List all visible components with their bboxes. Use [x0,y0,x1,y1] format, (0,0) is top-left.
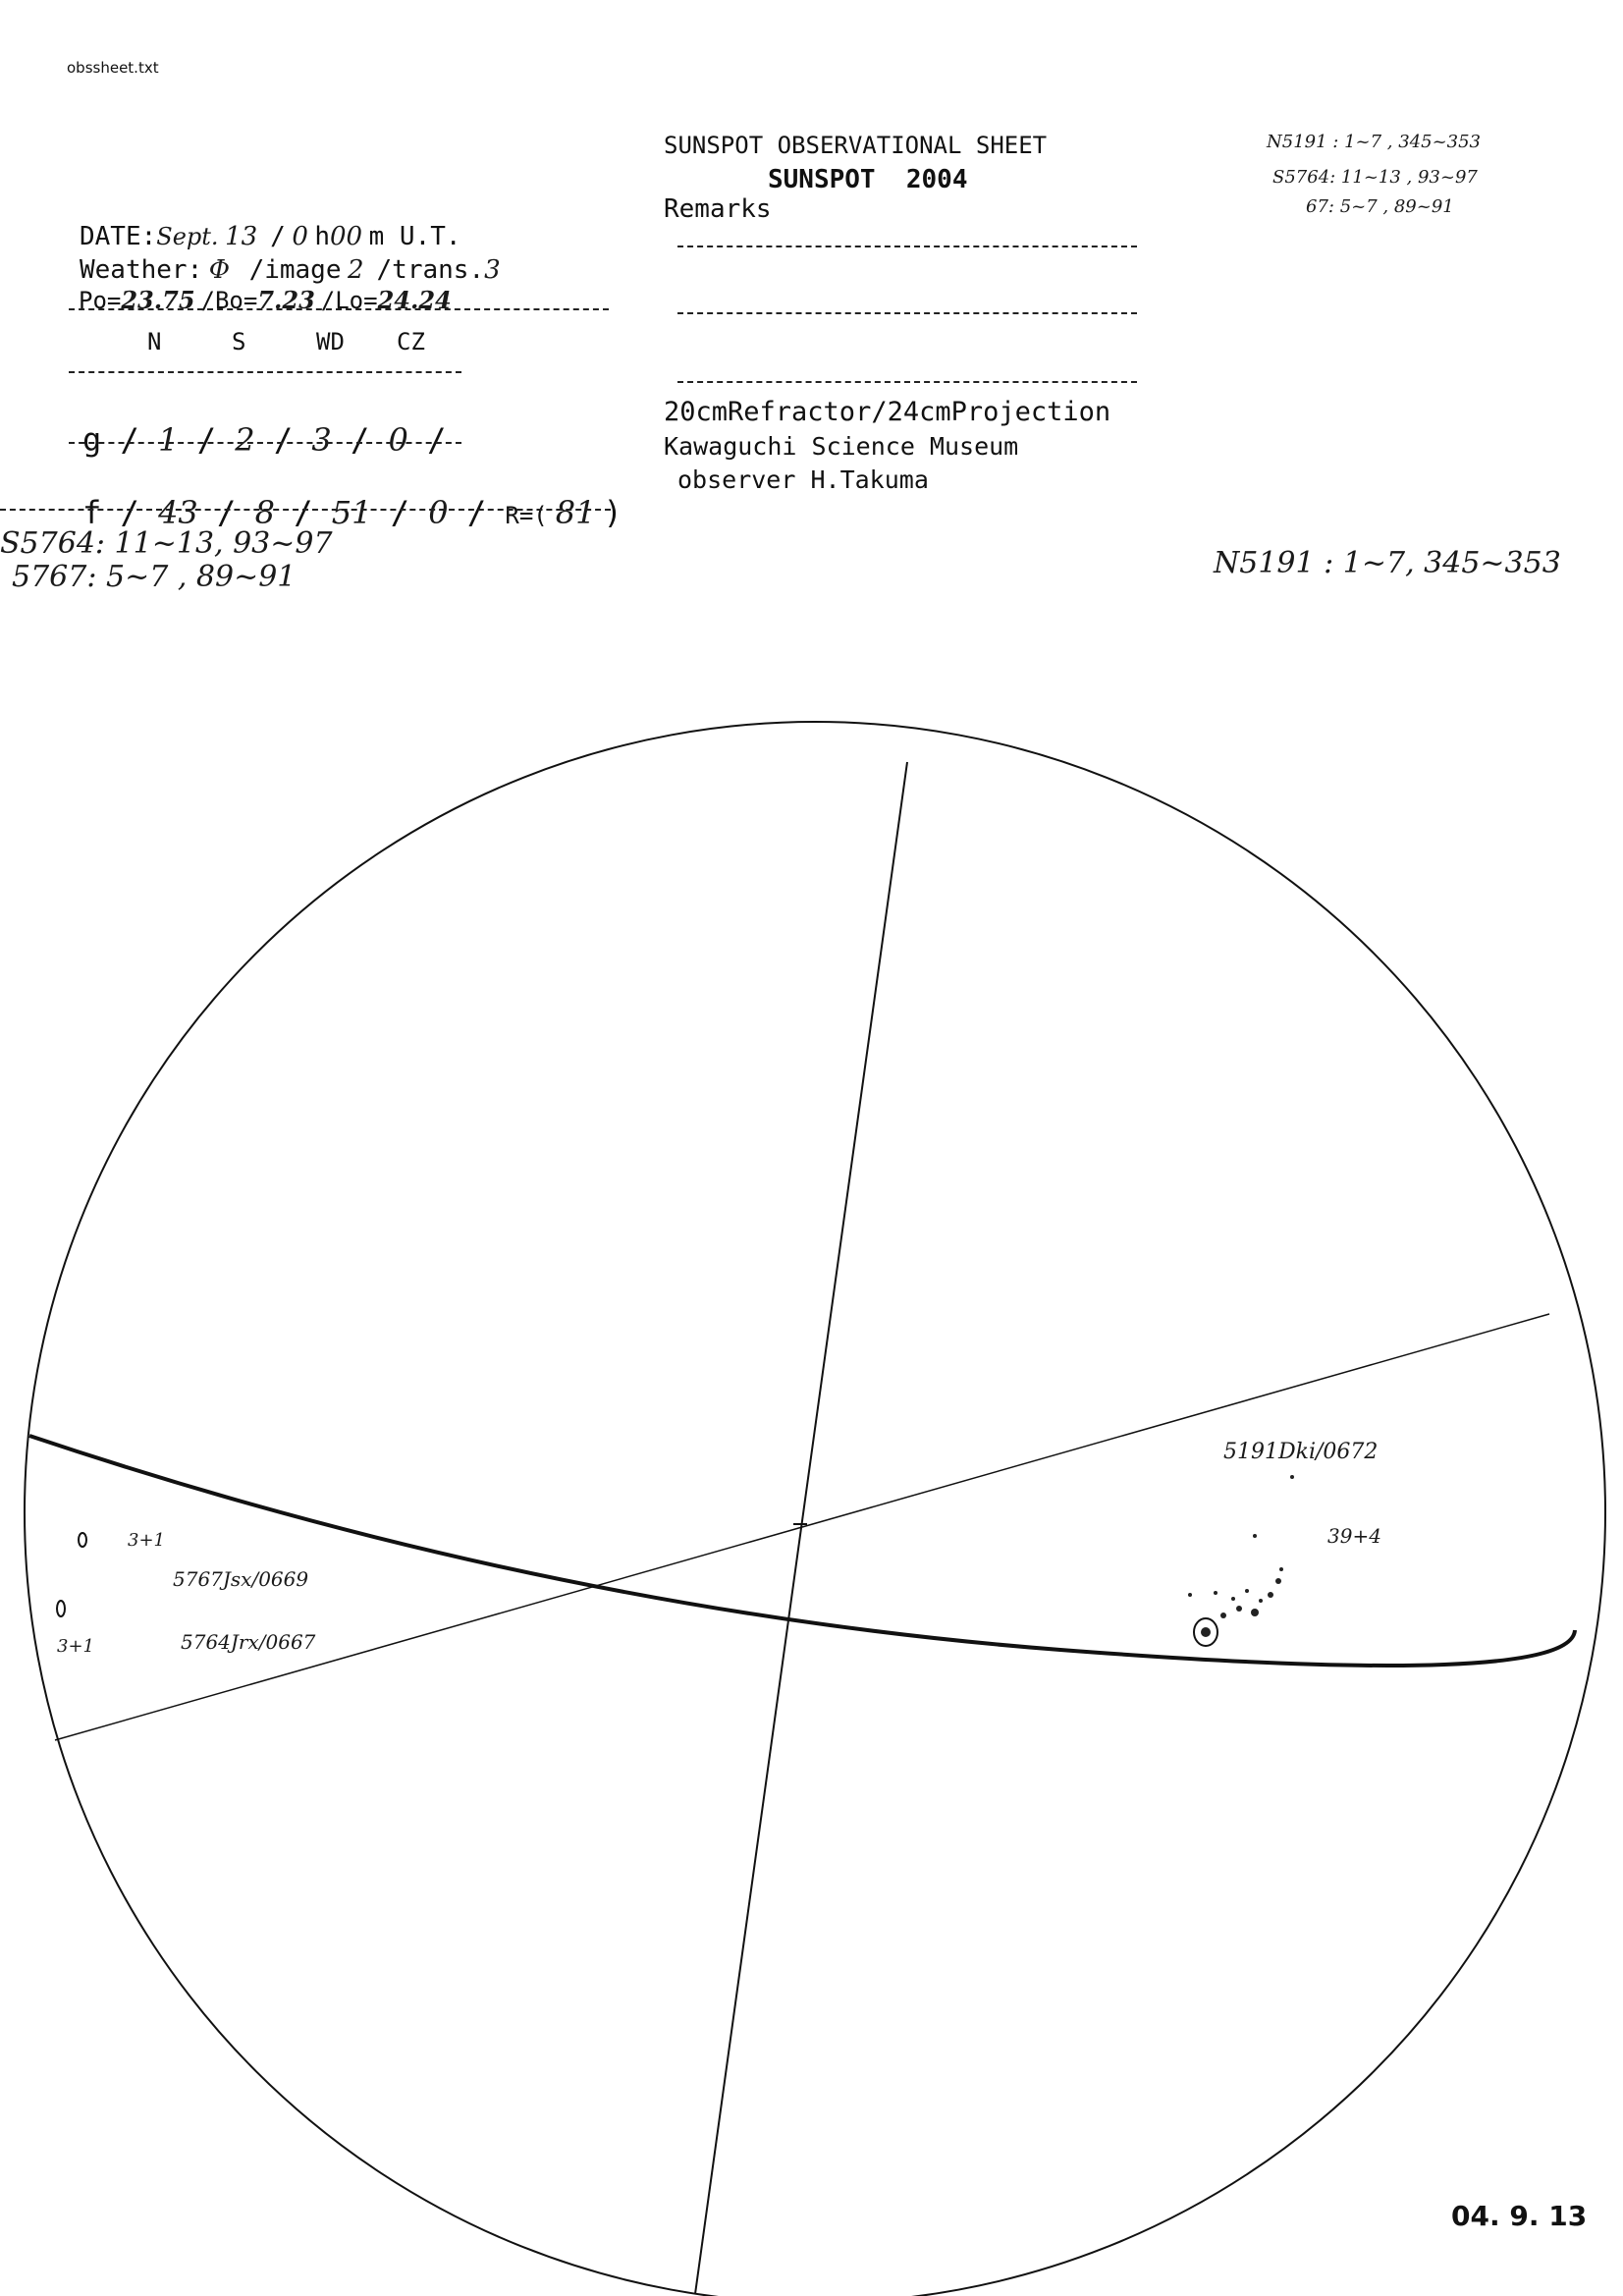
r-close: ) [603,494,622,531]
sunspot [1236,1606,1242,1612]
weather-label: Weather: [80,255,203,285]
top-right-note-1: N5191 : 1~7 , 345~353 [1267,132,1482,152]
sunspot [1188,1593,1192,1597]
f-wd: 51 [331,494,372,531]
col-header-wd: WD [316,328,345,355]
g-cz: 0 [388,421,408,459]
right-note: N5191 : 1~7, 345~353 [1214,546,1561,580]
g-row: g / 1 / 2 / 3 / 0 / [82,421,447,459]
date-hour: 0 [292,222,308,251]
label-group-5191-count: 39+4 [1327,1524,1381,1548]
sunspot [1245,1589,1249,1593]
observer-text: observer H.Takuma [677,465,929,494]
label-group-5764: 5764Jrx/0667 [181,1630,316,1654]
sheet-subtitle: SUNSPOT 2004 [768,165,968,194]
sunspot [1231,1597,1235,1601]
f-label: f [82,494,102,531]
left-note-1: S5764: 11~13, 93~97 [0,526,333,561]
left-note-2: 5767: 5~7 , 89~91 [12,560,297,594]
sunspot [1201,1627,1211,1637]
lo-label: /Lo= [320,287,378,314]
po-label: Po= [79,287,122,314]
label-group-5191: 5191Dki/0672 [1223,1440,1379,1464]
museum-text: Kawaguchi Science Museum [664,432,1019,461]
trans-value: 3 [484,255,501,285]
sunspot [1290,1475,1294,1479]
col-header-cz: CZ [397,328,425,355]
g-wd: 3 [311,421,332,459]
date-hour-sep: / [270,222,286,251]
top-right-note-2: S5764: 11~13 , 93~97 [1272,167,1478,188]
sunspot [1268,1592,1273,1598]
sunspot [1251,1609,1259,1616]
trans-label: /trans. [376,255,485,285]
sunspot [1259,1599,1263,1603]
sunspot-group-5764 [57,1601,65,1616]
sunspot-group-5191 [1188,1475,1294,1646]
date-minute-label: m U.T. [368,222,461,251]
r-value: 81 [555,494,596,531]
date-day: 13 [225,222,258,251]
f-row: f / 43 / 8 / 51 / 0 / R=( 81 ) [82,494,622,531]
date-h-label: h [314,222,331,251]
top-right-note-3: 67: 5~7 , 89~91 [1306,196,1454,217]
sunspot [79,1533,86,1547]
col-header-s: S [232,328,246,355]
label-group-5764-count: 3+1 [57,1636,94,1657]
date-stamp: 04. 9. 13 [1451,2200,1588,2232]
sunspot [1275,1578,1281,1584]
date-minute: 00 [330,222,363,251]
bo-value: 7.23 [257,286,315,314]
g-n: 1 [158,421,179,459]
f-s: 8 [254,494,275,531]
sunspot [1279,1567,1283,1571]
f-n: 43 [158,494,198,531]
image-value: 2 [347,255,364,285]
bo-label: /Bo= [200,287,258,314]
sheet-title: SUNSPOT OBSERVATIONAL SHEET [664,132,1048,159]
weather-value: Φ [208,255,231,285]
sunspot-group-5767 [79,1533,86,1547]
instrument-text: 20cmRefractor/24cmProjection [664,397,1111,427]
image-label: /image [248,255,342,285]
g-label: g [82,421,102,459]
remarks-label: Remarks [664,194,772,224]
g-s: 2 [235,421,255,459]
po-value: 23.75 [121,286,195,314]
sunspot [1214,1591,1217,1595]
sunspot [1220,1613,1226,1618]
label-group-5767: 5767Jsx/0669 [173,1567,309,1591]
f-cz: 0 [428,494,449,531]
sunspot [1253,1534,1257,1538]
col-header-n: N [147,328,162,355]
r-label: R=( [505,502,548,529]
lo-value: 24.24 [377,286,452,314]
file-name: obssheet.txt [67,59,159,77]
date-month: Sept. [156,223,219,250]
celestial-equator-line [55,1314,1549,1740]
sunspot [57,1601,65,1616]
date-label: DATE: [80,222,157,251]
label-group-5767-count: 3+1 [128,1530,165,1551]
